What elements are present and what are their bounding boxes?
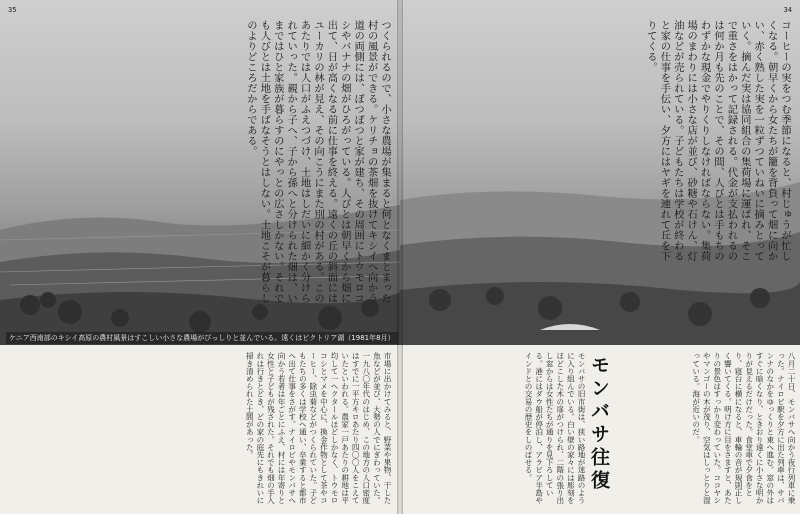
body-text-overlay: コーヒーの実をつむ季節になると、村じゅうが忙しくなる。朝早くから女たちが籠を背負って畑に向かい、赤く熟した実を一粒ずつていねいに摘みとっていく。摘んだ実は協同組合の集荷場に運ばれ、そこで重さをはかって記録される。代金が支払われるのは何か月も先のことで、その間、人びとは手もちのわずかな現金でやりくりしなければならない。集荷場のまわりには小さな店が並び、砂糖や石けん、灯油などが売られている。子どもたちは学校が終わると家の仕事を手伝い、夕方にはヤギを連れて丘を下りてくる。 <box>644 20 791 262</box>
photo-caption: ケニア西南部のキシイ高原の農村風景はすこしい小さな農場がびっしりと並んでいる。遠くはビクトリア湖（1981年8月） <box>6 332 398 344</box>
page-number: 34 <box>783 6 792 14</box>
body-text-lower-left: モンバサの旧市街は、狭い路地が迷路のように入り組んでいる。白い壁の家々には彫刻をほどこした木の扉がつけられ、二階の張り出し窓からは女性たちが通りを見下ろしている。港にはダウ船が停泊し、アラビア半島やインドとの交易の歴史をしのばせる。 <box>524 352 586 504</box>
book-gutter <box>397 0 403 514</box>
section-heading: モンバサ往復 <box>586 355 613 493</box>
body-text-lower-right: 八月二十日、モンバサへ向かう夜行列車に乗った。ナイロビ駅を夕方に出た列車は、サバンナのなかをゆっくりと東へ進む。窓の外はすぐに暗くなり、ときおり遠くに小さな明かりが見えるだけだった。食堂車で夕食をとり、寝台に横になると、車輪の音が規則正しく響いてくる。明け方に目をさますと、あたりの景色はすっかり変わっていた。ココヤシやマンゴーの木が茂り、空気はしっとりと湿っている。海が近いのだ。 <box>691 352 796 504</box>
right-page <box>400 0 800 514</box>
body-text-overlay: つくられるので、小さな農場が集まると何となくまとまった村の風景ができる。ケリチョの茶畑を抜けてキシイへ向かう道の両側には、ぽつぽつと家が建ち、その周囲にトウモロコシやバナナの畑がひろがっている。人びとは朝早くから畑に出て、日が高くなる前に仕事を終える。遠くの丘の斜面にはユーカリの林が見え、その向こうにまた別の村がある。このあたりでは人口がふえつづけ、土地はしだいに細かく分けられていった。親から子へ、子から孫へと分けられた畑は、いまではひと家族が暮らすのにやっとの広さしかない。それでも人びとは土地を手ばなそうとはしない。土地こそが暮らしのよりどころだからである。 <box>244 20 391 304</box>
page-number: 35 <box>8 6 17 14</box>
body-text-lower: 市場に出かけてみると、野菜や果物、干した魚などが並び、大勢の人でにぎわっていた。一九八〇年代のはじめ、この地方の人口密度はすでに一平方キロあたり四〇〇人をこえていたといわれる。農家一戸あたりの耕地は平均して一ヘクタールほどしかなく、トウモロコシとマメを中心に、換金作物として茶やコーヒー、除虫菊などがつくられていた。子どもたちの多くは学校へ通い、卒業すると都市へ出て仕事をさがす。ナイロビやモンバサへ向かう若者は年ごとにふえ、村には年寄りと女性と子どもが残された。それでも畑の手入れは行きとどき、どの家の庭先にもきれいに掃き清められた土間があった。 <box>245 352 392 504</box>
